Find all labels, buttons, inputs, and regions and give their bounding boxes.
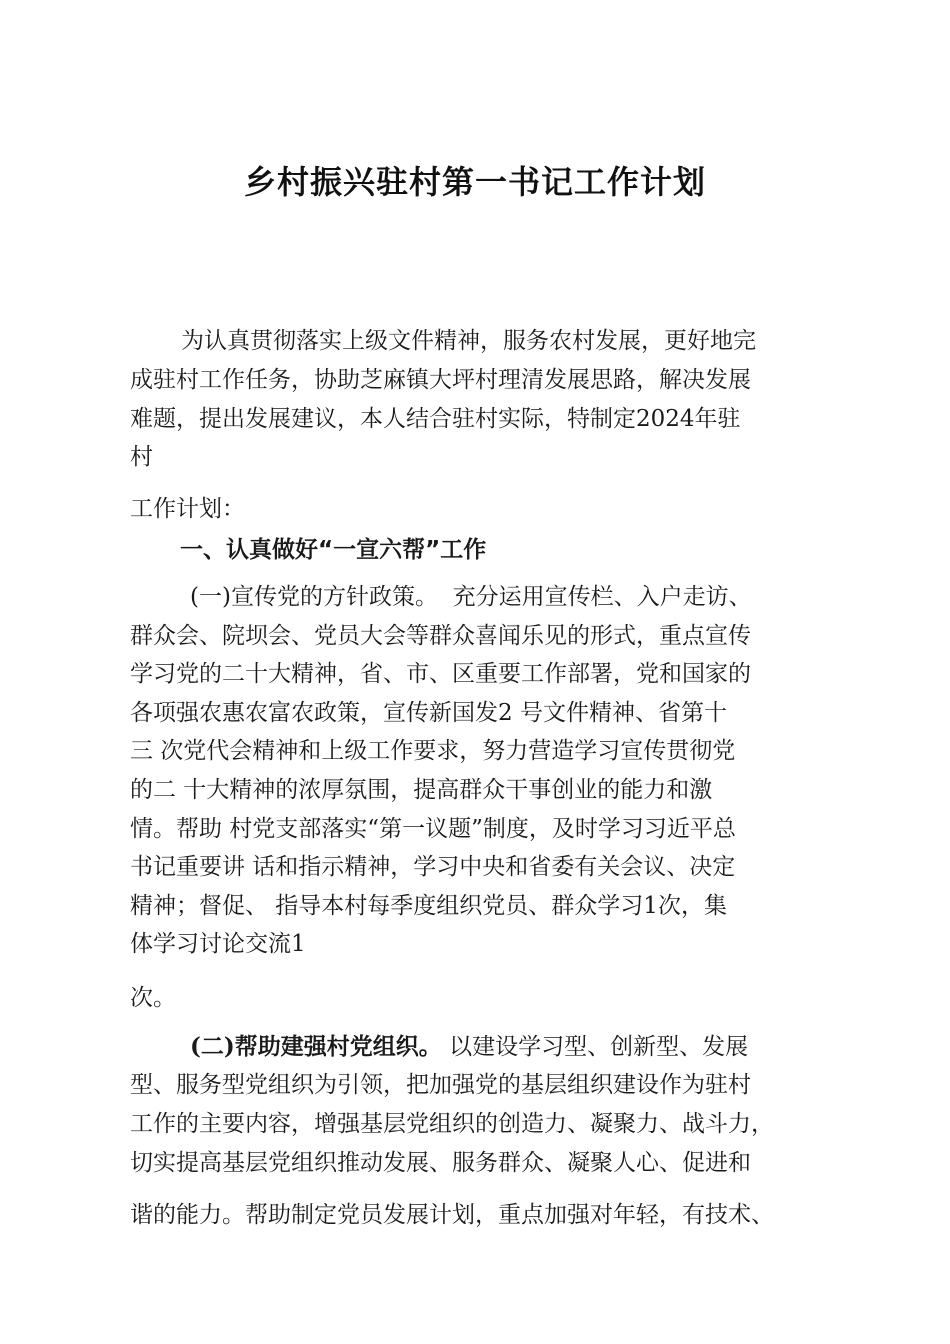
document-title: 乡村振兴驻村第一书记工作计划 bbox=[243, 163, 706, 201]
paragraph-line: 切实提高基层党组织推动发展、服务群众、凝聚人心、促进和 bbox=[130, 1150, 751, 1176]
paragraph-line: 工作的主要内容，增强基层党组织的创造力、凝聚力、战斗力， bbox=[130, 1111, 774, 1137]
paragraph-line: 各项强农惠农富农政策，宣传新国发2 号文件精神、省第十 bbox=[130, 700, 727, 726]
paragraph-line: 书记重要讲 话和指示精神，学习中央和省委有关会议、决定 bbox=[130, 854, 736, 880]
subsection-lead: (一)宣传党的方针政策。 bbox=[190, 584, 438, 610]
subsection-first-line bbox=[190, 580, 752, 614]
intro-line: 为认真贯彻落实上级文件精神，服务农村发展，更好地完 bbox=[181, 328, 756, 354]
intro-line: 难题，提出发展建议，本人结合驻村实际，特制定2024年驻 bbox=[130, 406, 741, 432]
paragraph-line: 体学习讨论交流1 bbox=[130, 931, 306, 957]
intro-line: 工作计划： bbox=[130, 496, 245, 522]
paragraph-line: 次。 bbox=[130, 985, 176, 1011]
subsection-lead: (二)帮助建强村党组织。 bbox=[190, 1033, 442, 1060]
paragraph-line: 谐的能力。帮助制定党员发展计划，重点加强对年轻，有技术、 bbox=[130, 1202, 774, 1228]
paragraph-line: 群众会、院坝会、党员大会等群众喜闻乐见的形式，重点宣传 bbox=[130, 623, 751, 649]
section-heading: 一、认真做好“一宣六帮”工作 bbox=[180, 537, 487, 563]
paragraph-line: 的二 十大精神的浓厚氛围，提高群众干事创业的能力和激 bbox=[130, 777, 713, 803]
paragraph-line: 学习党的二十大精神，省、市、区重要工作部署，党和国家的 bbox=[130, 661, 751, 687]
paragraph-line: 情。帮助 村党支部落实“第一议题”制度，及时学习习近平总 bbox=[130, 816, 736, 842]
paragraph-line: 型、服务型党组织为引领，把加强党的基层组织建设作为驻村 bbox=[130, 1072, 751, 1098]
intro-line: 成驻村工作任务，协助芝麻镇大坪村理清发展思路，解决发展 bbox=[130, 367, 751, 393]
paragraph-line: 三 次党代会精神和上级工作要求，努力营造学习宣传贯彻党 bbox=[130, 738, 736, 764]
subsection-first-line bbox=[190, 1030, 748, 1064]
paragraph-line: 精神；督促、 指导本村每季度组织党员、群众学习1次，集 bbox=[130, 893, 727, 919]
subsection-text: 以建设学习型、创新型、发展 bbox=[441, 1034, 749, 1060]
subsection-text: 充分运用宣传栏、入户走访、 bbox=[437, 584, 752, 610]
intro-line: 村 bbox=[130, 444, 153, 470]
